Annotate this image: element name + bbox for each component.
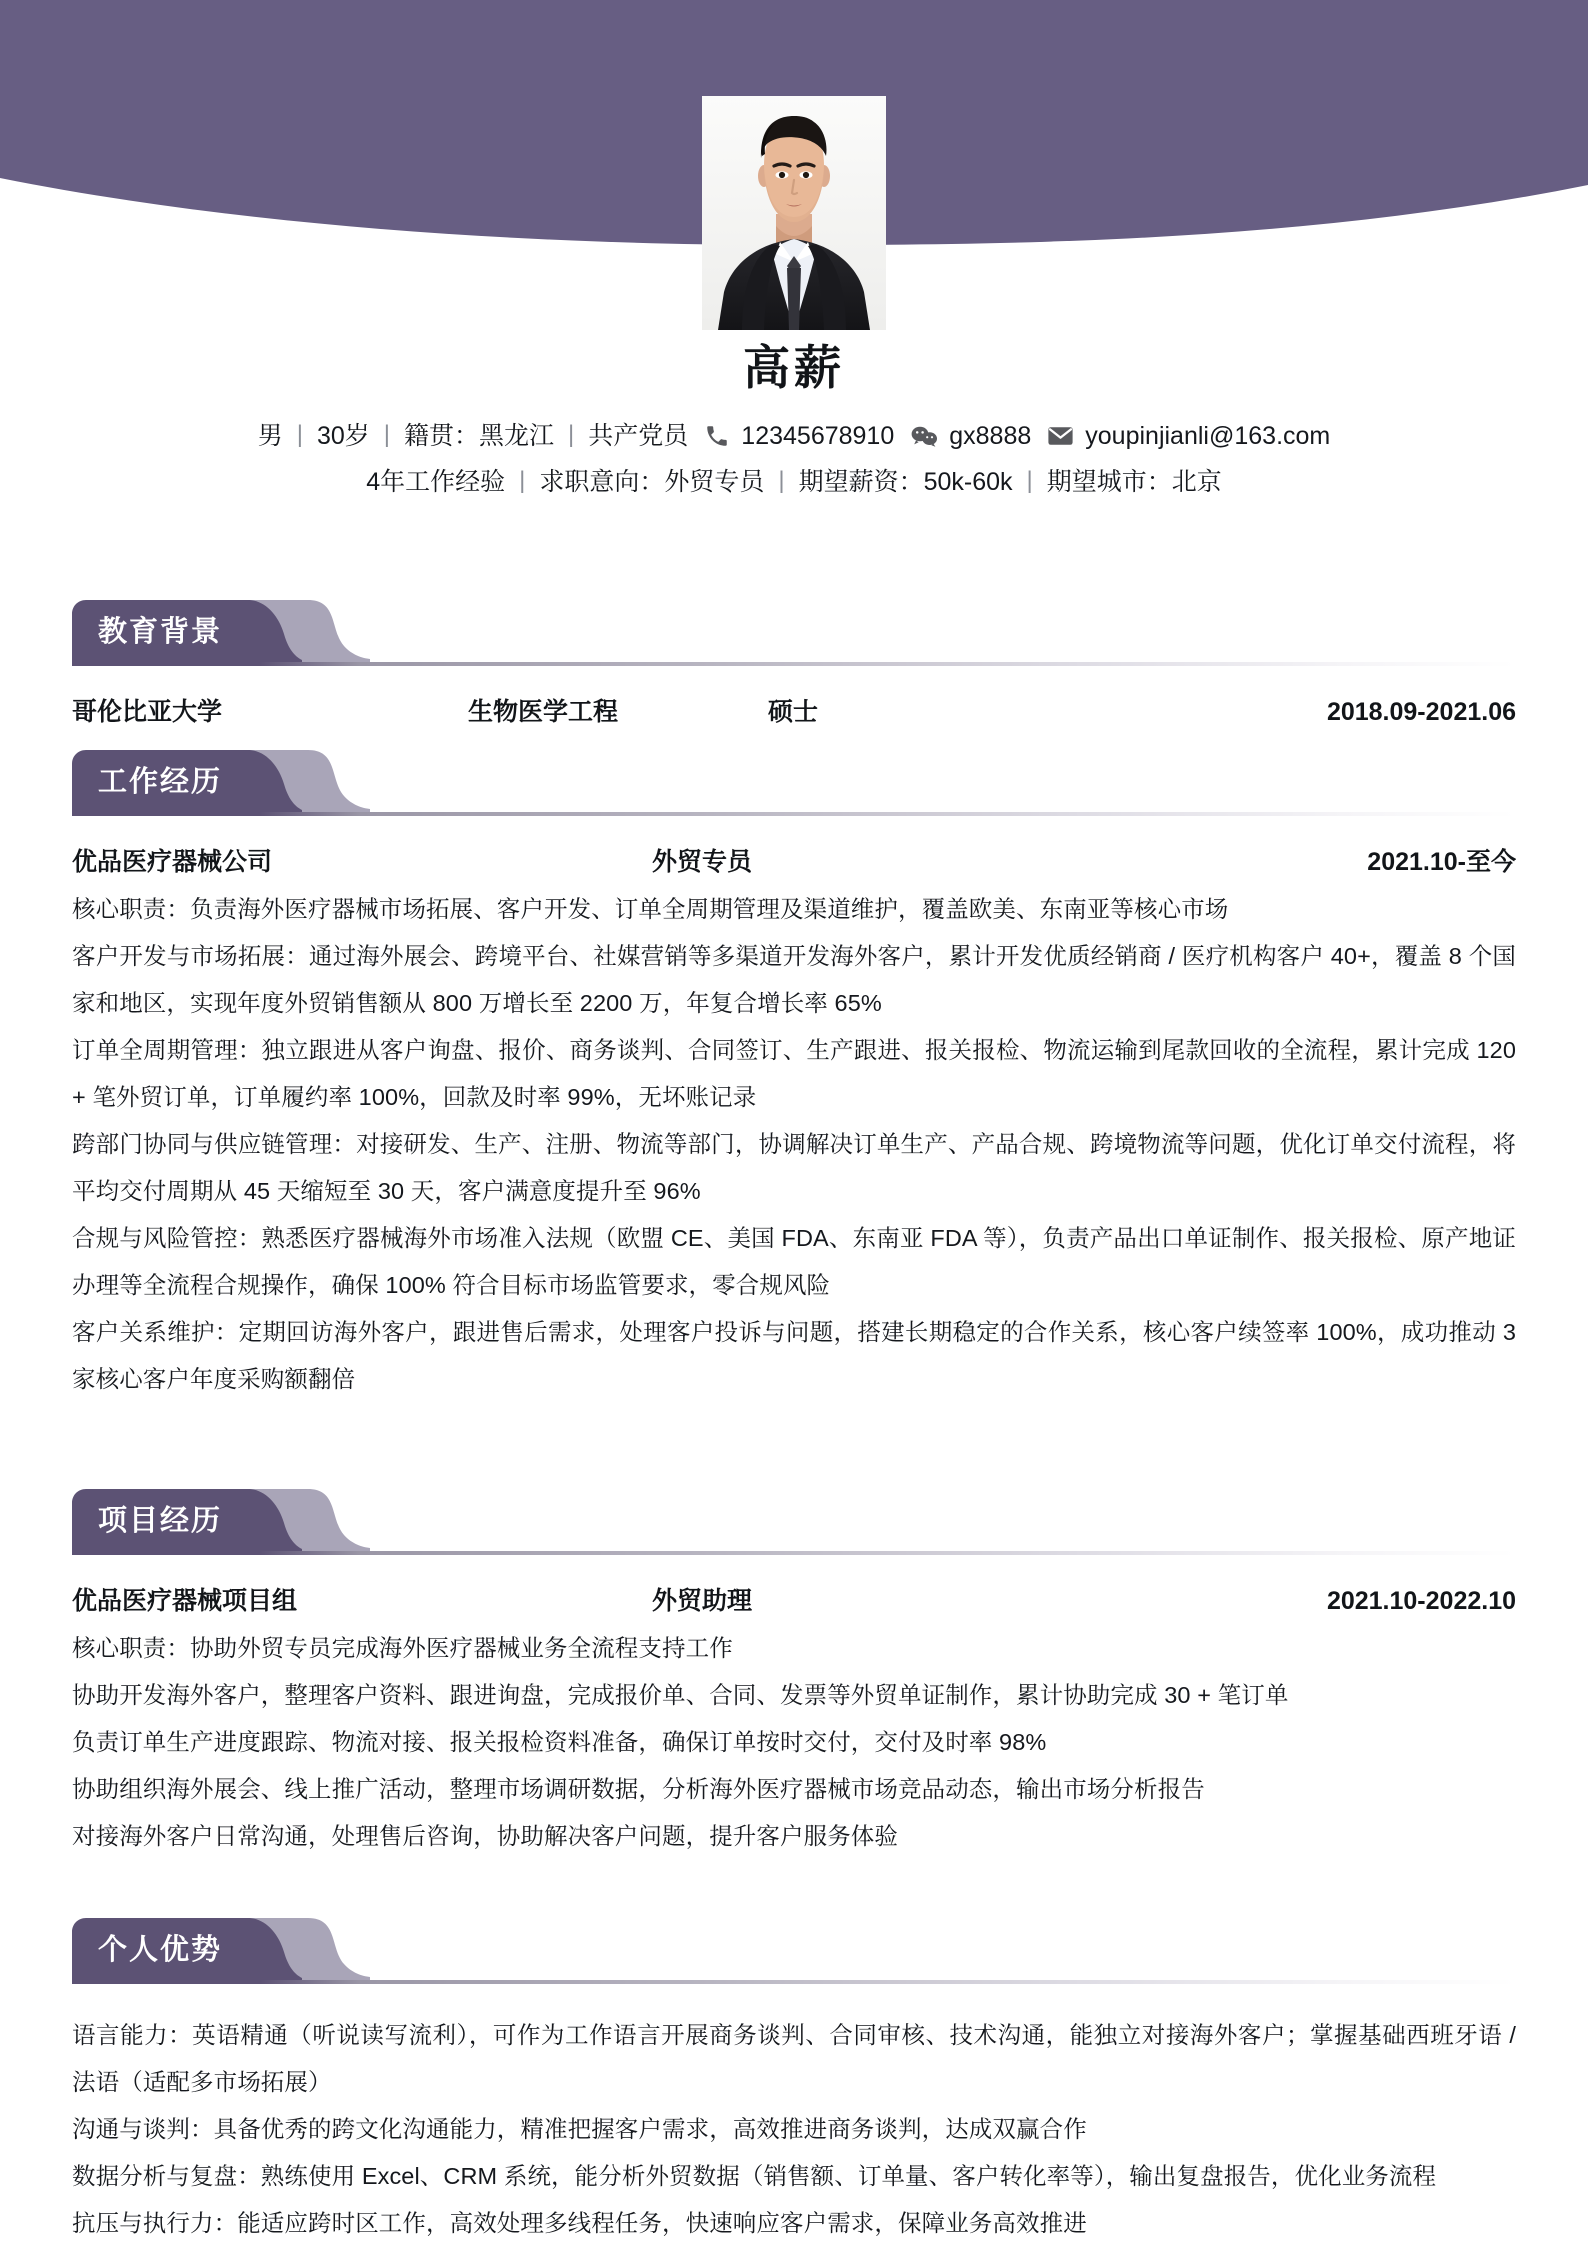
work-bullet: 订单全周期管理：独立跟进从客户询盘、报价、商务谈判、合同签订、生产跟进、报关报检、物流运输到尾款回收的全流程，累计完成 120 + 笔外贸订单，订单履约率 100%，回款及时率 99%，无坏账记录 xyxy=(72,1037,1516,1110)
expected-salary-value: 期望薪资：50k-60k xyxy=(798,468,1013,497)
identity-block xyxy=(0,342,1588,503)
section-title-work: 工作经历 xyxy=(98,766,223,798)
wechat-icon xyxy=(910,423,938,449)
section-body-work xyxy=(72,826,1516,1403)
separator: | xyxy=(778,467,785,494)
education-date: 2018.09-2021.06 xyxy=(1326,698,1516,726)
section-title-project: 项目经历 xyxy=(98,1505,223,1537)
advantage-bullet: 数据分析与复盘：熟练使用 Excel、CRM 系统，能分析外贸数据（销售额、订单量、客户转化率等），输出复盘报告，优化业务流程 xyxy=(72,2163,1437,2189)
section-divider xyxy=(72,812,1516,816)
section-project-experience xyxy=(0,1489,1588,1860)
profile-photo xyxy=(702,96,886,330)
project-bullet: 负责订单生产进度跟踪、物流对接、报关报检资料准备，确保订单按时交付，交付及时率 98% xyxy=(72,1729,1047,1755)
resume-body xyxy=(0,600,1588,2247)
candidate-name: 高薪 xyxy=(743,341,845,394)
education-row xyxy=(72,676,1516,736)
contact-line-primary xyxy=(0,416,1588,457)
project-name: 优品医疗器械项目组 xyxy=(72,1587,298,1615)
section-divider xyxy=(72,1551,1516,1555)
work-entry-header xyxy=(72,826,1516,886)
section-title-advantage: 个人优势 xyxy=(98,1934,223,1966)
advantage-bullet: 抗压与执行力：能适应跨时区工作，高效处理多线程任务，快速响应客户需求，保障业务高效推进 xyxy=(72,2210,1087,2236)
experience-years-value: 4年工作经验 xyxy=(366,468,506,497)
project-bullet: 核心职责：协助外贸专员完成海外医疗器械业务全流程支持工作 xyxy=(72,1635,733,1661)
work-date: 2021.10-至今 xyxy=(1367,848,1516,876)
section-body-advantage xyxy=(72,1994,1516,2247)
separator: | xyxy=(1026,467,1033,494)
expected-city-value: 期望城市：北京 xyxy=(1046,468,1222,497)
section-divider xyxy=(72,662,1516,666)
project-role: 外贸助理 xyxy=(652,1587,753,1615)
age-value: 30岁 xyxy=(316,421,370,450)
phone-icon xyxy=(704,423,730,449)
project-date: 2021.10-2022.10 xyxy=(1326,1587,1516,1615)
section-body-education xyxy=(72,676,1516,736)
section-title-education: 教育背景 xyxy=(98,616,223,648)
project-bullet: 协助组织海外展会、线上推广活动，整理市场调研数据，分析海外医疗器械市场竞品动态，输出市场分析报告 xyxy=(72,1776,1205,1802)
major-name: 生物医学工程 xyxy=(468,698,619,726)
separator: | xyxy=(519,467,526,494)
project-entry-header xyxy=(72,1565,1516,1625)
separator: | xyxy=(568,420,575,448)
phone-value: 12345678910 xyxy=(741,421,895,450)
political-status-value: 共产党员 xyxy=(588,421,689,450)
project-bullet: 对接海外客户日常沟通，处理售后咨询，协助解决客户问题，提升客户服务体验 xyxy=(72,1823,898,1849)
work-bullet: 客户开发与市场拓展：通过海外展会、跨境平台、社媒营销等多渠道开发海外客户，累计开发优质经销商 / 医疗机构客户 40+，覆盖 8 个国家和地区，实现年度外贸销售额从 800 万增长至 2200 万，年复合增长率 65% xyxy=(72,943,1516,1016)
work-bullet: 客户关系维护：定期回访海外客户，跟进售后需求，处理客户投诉与问题，搭建长期稳定的合作关系，核心客户续签率 100%，成功推动 3 家核心客户年度采购额翻倍 xyxy=(72,1319,1516,1392)
portrait-illustration xyxy=(702,96,886,330)
gender-value: 男 xyxy=(257,421,283,450)
advantage-bullet: 沟通与谈判：具备优秀的跨文化沟通能力，精准把握客户需求，高效推进商务谈判，达成双赢合作 xyxy=(72,2116,1087,2142)
section-work-experience xyxy=(0,750,1588,1403)
email-icon xyxy=(1047,425,1074,447)
hometown-value: 籍贯：黑龙江 xyxy=(404,421,555,450)
email-value: youpinjianli@163.com xyxy=(1085,421,1331,450)
project-bullet: 协助开发海外客户，整理客户资料、跟进询盘，完成报价单、合同、发票等外贸单证制作，累计协助完成 30 + 笔订单 xyxy=(72,1682,1289,1708)
section-education xyxy=(0,600,1588,736)
section-body-project xyxy=(72,1565,1516,1860)
company-name: 优品医疗器械公司 xyxy=(72,848,273,876)
job-target-value: 求职意向：外贸专员 xyxy=(539,468,765,497)
separator: | xyxy=(296,420,303,448)
work-bullet: 跨部门协同与供应链管理：对接研发、生产、注册、物流等部门，协调解决订单生产、产品合规、跨境物流等问题，优化订单交付流程，将平均交付周期从 45 天缩短至 30 天，客户满意度提升至 96% xyxy=(72,1131,1516,1204)
advantage-bullet: 语言能力：英语精通（听说读写流利），可作为工作语言开展商务谈判、合同审核、技术沟通，能独立对接海外客户；掌握基础西班牙语 / 法语（适配多市场拓展） xyxy=(72,2022,1516,2095)
work-bullet: 合规与风险管控：熟悉医疗器械海外市场准入法规（欧盟 CE、美国 FDA、东南亚 FDA 等），负责产品出口单证制作、报关报检、原产地证办理等全流程合规操作，确保 100% 符合目标市场监管要求，零合规风险 xyxy=(72,1225,1516,1298)
section-header-project xyxy=(72,1489,1516,1565)
wechat-value: gx8888 xyxy=(949,421,1032,450)
section-header-education xyxy=(72,600,1516,676)
degree-name: 硕士 xyxy=(768,698,819,726)
section-header-advantage xyxy=(72,1918,1516,1994)
section-divider xyxy=(72,1980,1516,1984)
separator: | xyxy=(383,420,391,448)
work-bullet: 核心职责：负责海外医疗器械市场拓展、客户开发、订单全周期管理及渠道维护，覆盖欧美、东南亚等核心市场 xyxy=(72,896,1229,922)
school-name: 哥伦比亚大学 xyxy=(72,698,223,726)
contact-line-secondary xyxy=(0,462,1588,503)
section-header-work xyxy=(72,750,1516,826)
section-personal-advantage xyxy=(0,1918,1588,2247)
job-role: 外贸专员 xyxy=(652,848,753,876)
